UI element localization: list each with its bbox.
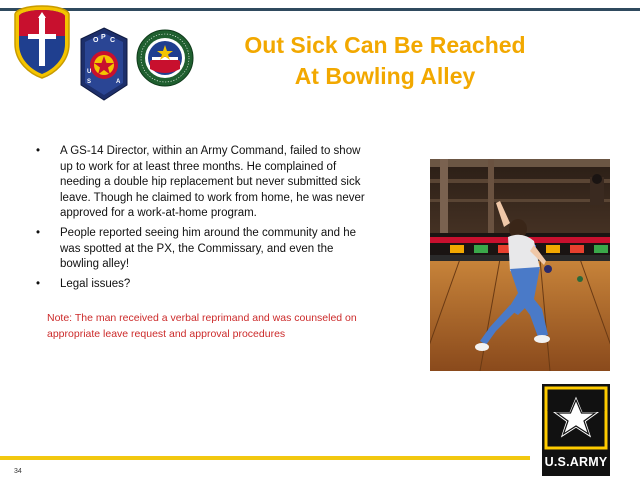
- bullet-icon: •: [36, 226, 41, 239]
- garrison-emblem-icon: [136, 29, 194, 87]
- opc-letter-u: U: [87, 69, 92, 75]
- header-rule: [0, 8, 640, 11]
- title-line-1: Out Sick Can Be Reached: [244, 32, 526, 58]
- bullet-list: [36, 144, 370, 296]
- opc-usa-emblem-icon: [79, 27, 129, 101]
- bowling-alley-photo: [430, 159, 610, 371]
- army-wordmark: U.S.ARMY: [544, 455, 608, 469]
- opc-letter-a: A: [116, 79, 121, 85]
- footer-rule: [0, 456, 530, 460]
- opc-letter-s: S: [87, 79, 92, 85]
- bullet-item: [36, 144, 370, 222]
- bullet-icon: •: [36, 145, 41, 157]
- opc-letter-o: O: [93, 37, 99, 44]
- note-text: Note: The man received a verbal reprimand and was counseled on appropriate leave request and approval procedures: [47, 312, 357, 340]
- army-logo: [542, 384, 610, 476]
- bullet-item: [36, 277, 370, 293]
- bullet-text: People reported seeing him around the community and he was spotted at the PX, the Commissary, and even the bowling alley!: [60, 226, 356, 271]
- bullet-text: A GS-14 Director, within an Army Command, failed to show up to work for at least three months. He complained of needing a double hip replacement but never submitted sick leave. Though he claimed to work from home, he was never approved for a work-at-home program.: [60, 145, 365, 220]
- shield-insignia-icon: [12, 4, 72, 80]
- page-number: 34: [14, 468, 22, 475]
- opc-letter-c: C: [110, 37, 116, 44]
- opc-letter-p: P: [101, 34, 106, 41]
- bullet-item: [36, 226, 370, 273]
- slide-title: [200, 30, 570, 92]
- title-line-2: At Bowling Alley: [294, 63, 476, 89]
- bullet-icon: •: [36, 277, 41, 290]
- bullet-text: Legal issues?: [60, 277, 131, 290]
